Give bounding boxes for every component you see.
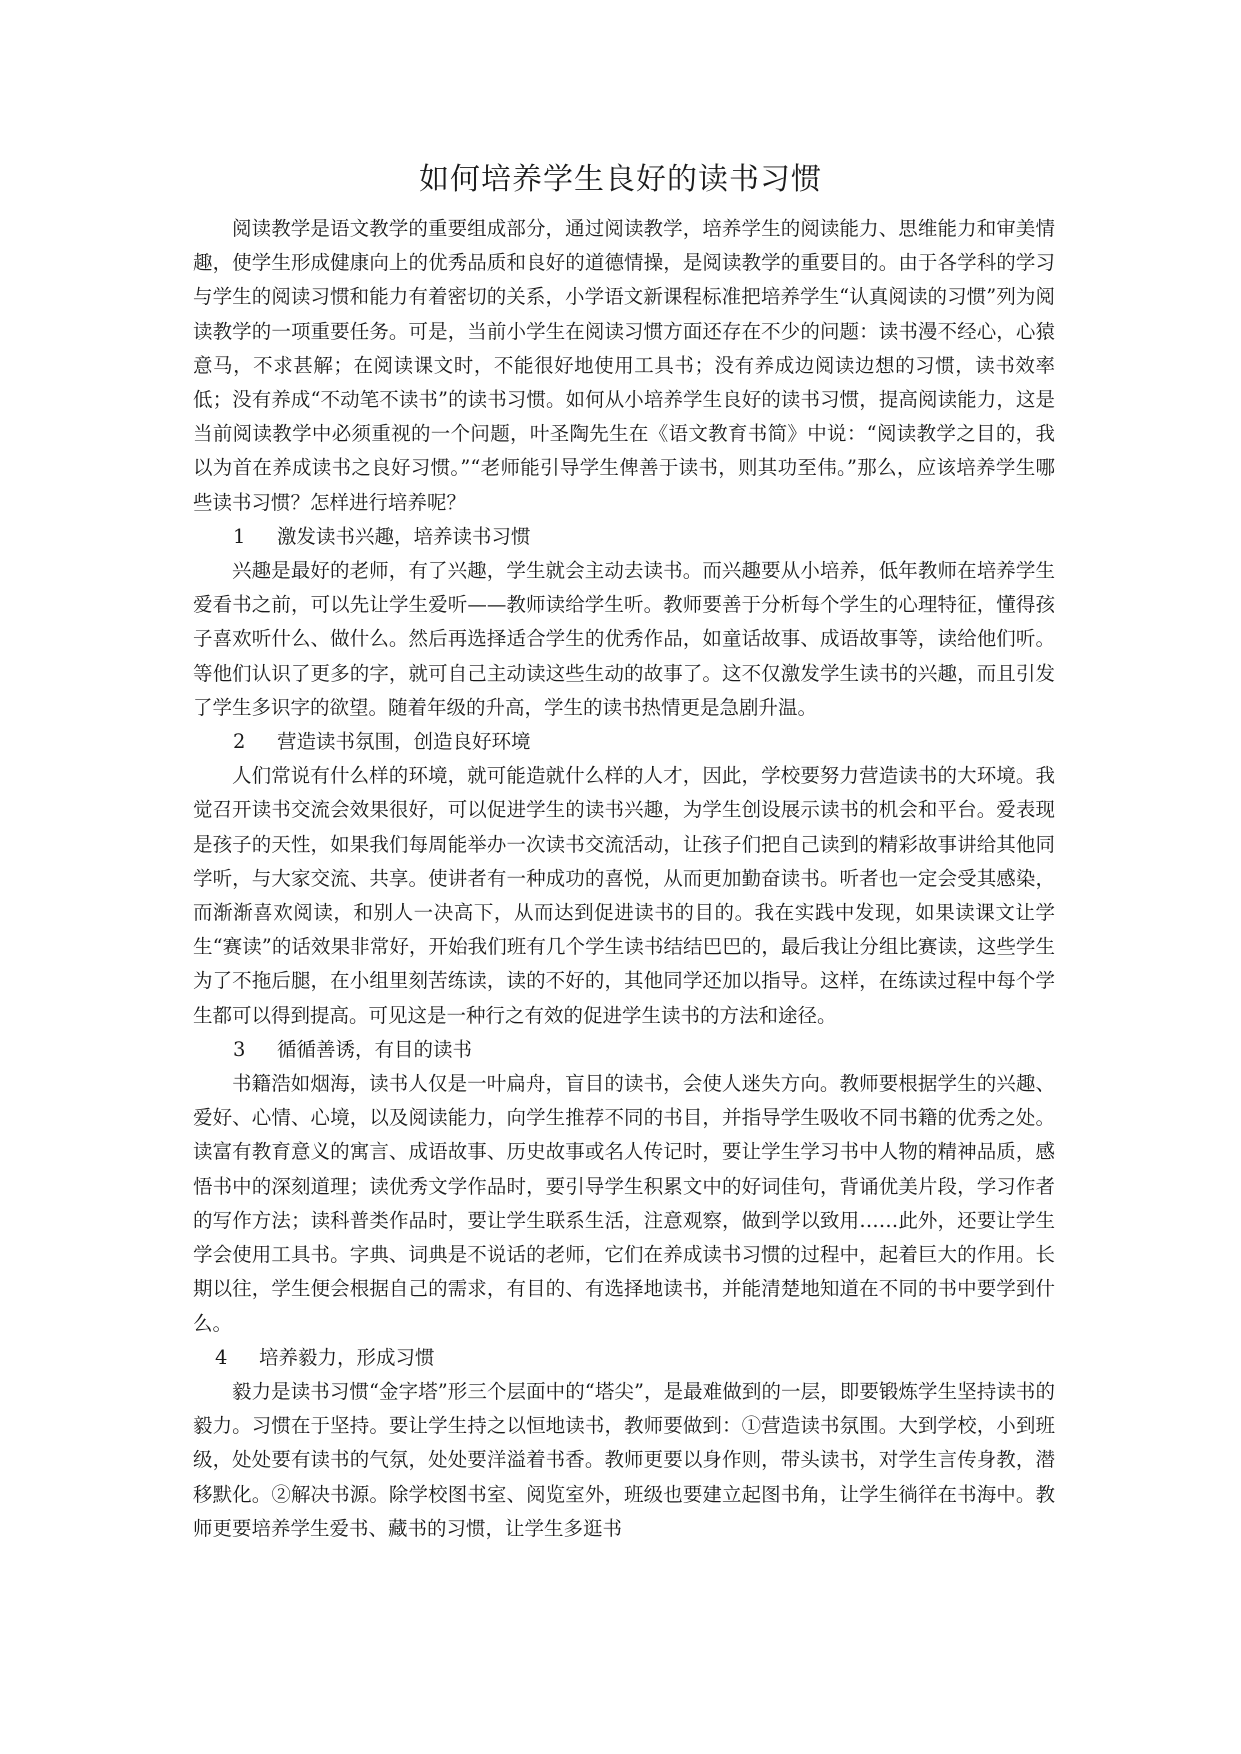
section-number: 2 (233, 730, 246, 754)
section-heading-text: 营造读书氛围，创造良好环境 (277, 730, 531, 754)
section-number: 1 (233, 524, 246, 548)
section-heading-2 (193, 725, 1055, 759)
section-heading-text: 培养毅力，形成习惯 (259, 1345, 435, 1369)
section-heading-1 (193, 520, 1055, 554)
section-number: 3 (233, 1037, 246, 1061)
section-heading-3 (193, 1033, 1055, 1067)
section-number: 4 (215, 1345, 228, 1369)
intro-paragraph: 阅读教学是语文教学的重要组成部分，通过阅读教学，培养学生的阅读能力、思维能力和审美情趣，使学生形成健康向上的优秀品质和良好的道德情操，是阅读教学的重要目的。由于各学科的学习与学生的阅读习惯和能力有着密切的关系，小学语文新课程标准把培养学生“认真阅读的习惯”列为阅读教学的一项重要任务。可是，当前小学生在阅读习惯方面还存在不少的问题：读书漫不经心，心猿意马，不求甚解；在阅读课文时，不能很好地使用工具书；没有养成边阅读边想的习惯，读书效率低；没有养成“不动笔不读书”的读书习惯。如何从小培养学生良好的读书习惯，提高阅读能力，这是当前阅读教学中必须重视的一个问题，叶圣陶先生在《语文教育书简》中说：“阅读教学之目的，我以为首在养成读书之良好习惯。”“老师能引导学生俾善于读书，则其功至伟。”那么，应该培养学生哪些读书习惯？怎样进行培养呢？ (193, 217, 1055, 514)
section-paragraph-1: 兴趣是最好的老师，有了兴趣，学生就会主动去读书。而兴趣要从小培养，低年教师在培养学生爱看书之前，可以先让学生爱听——教师读给学生听。教师要善于分析每个学生的心理特征，懂得孩子喜欢听什么、做什么。然后再选择适合学生的优秀作品，如童话故事、成语故事等，读给他们听。等他们认识了更多的字，就可自己主动读这些生动的故事了。这不仅激发学生读书的兴趣，而且引发了学生多识字的欲望。随着年级的升高，学生的读书热情更是急剧升温。 (193, 559, 1055, 719)
section-paragraph-4: 毅力是读书习惯“金字塔”形三个层面中的“塔尖”，是最难做到的一层，即要锻炼学生坚持读书的毅力。习惯在于坚持。要让学生持之以恒地读书，教师要做到：①营造读书氛围。大到学校，小到班级，处处要有读书的气氛，处处要洋溢着书香。教师更要以身作则，带头读书，对学生言传身教，潜移默化。②解决书源。除学校图书室、阅览室外，班级也要建立起图书角，让学生徜徉在书海中。教师更要培养学生爱书、藏书的习惯，让学生多逛书 (193, 1379, 1055, 1540)
document-body (193, 212, 1055, 1546)
document-title: 如何培养学生良好的读书习惯 (419, 162, 822, 197)
section-heading-text: 激发读书兴趣，培养读书习惯 (277, 524, 531, 548)
section-paragraph-3: 书籍浩如烟海，读书人仅是一叶扁舟，盲目的读书，会使人迷失方向。教师要根据学生的兴趣、爱好、心情、心境，以及阅读能力，向学生推荐不同的书目，并指导学生吸收不同书籍的优秀之处。读富有教育意义的寓言、成语故事、历史故事或名人传记时，要让学生学习书中人物的精神品质，感悟书中的深刻道理；读优秀文学作品时，要引导学生积累文中的好词佳句，背诵优美片段，学习作者的写作方法；读科普类作品时，要让学生联系生活，注意观察，做到学以致用……此外，还要让学生学会使用工具书。字典、词典是不说话的老师，它们在养成读书习惯的过程中，起着巨大的作用。长期以往，学生便会根据自己的需求，有目的、有选择地读书，并能清楚地知道在不同的书中要学到什么。 (193, 1072, 1055, 1335)
section-heading-4 (193, 1341, 1055, 1375)
section-paragraph-2: 人们常说有什么样的环境，就可能造就什么样的人才，因此，学校要努力营造读书的大环境。我觉召开读书交流会效果很好，可以促进学生的读书兴趣，为学生创设展示读书的机会和平台。爱表现是孩子的天性，如果我们每周能举办一次读书交流活动，让孩子们把自己读到的精彩故事讲给其他同学听，与大家交流、共享。使讲者有一种成功的喜悦，从而更加勤奋读书。听者也一定会受其感染，而渐渐喜欢阅读，和别人一决高下，从而达到促进读书的目的。我在实践中发现，如果读课文让学生“赛读”的话效果非常好，开始我们班有几个学生读书结结巴巴的，最后我让分组比赛读，这些学生为了不拖后腿，在小组里刻苦练读，读的不好的，其他同学还加以指导。这样，在练读过程中每个学生都可以得到提高。可见这是一种行之有效的促进学生读书的方法和途径。 (193, 764, 1055, 1027)
section-heading-text: 循循善诱，有目的读书 (277, 1037, 473, 1061)
